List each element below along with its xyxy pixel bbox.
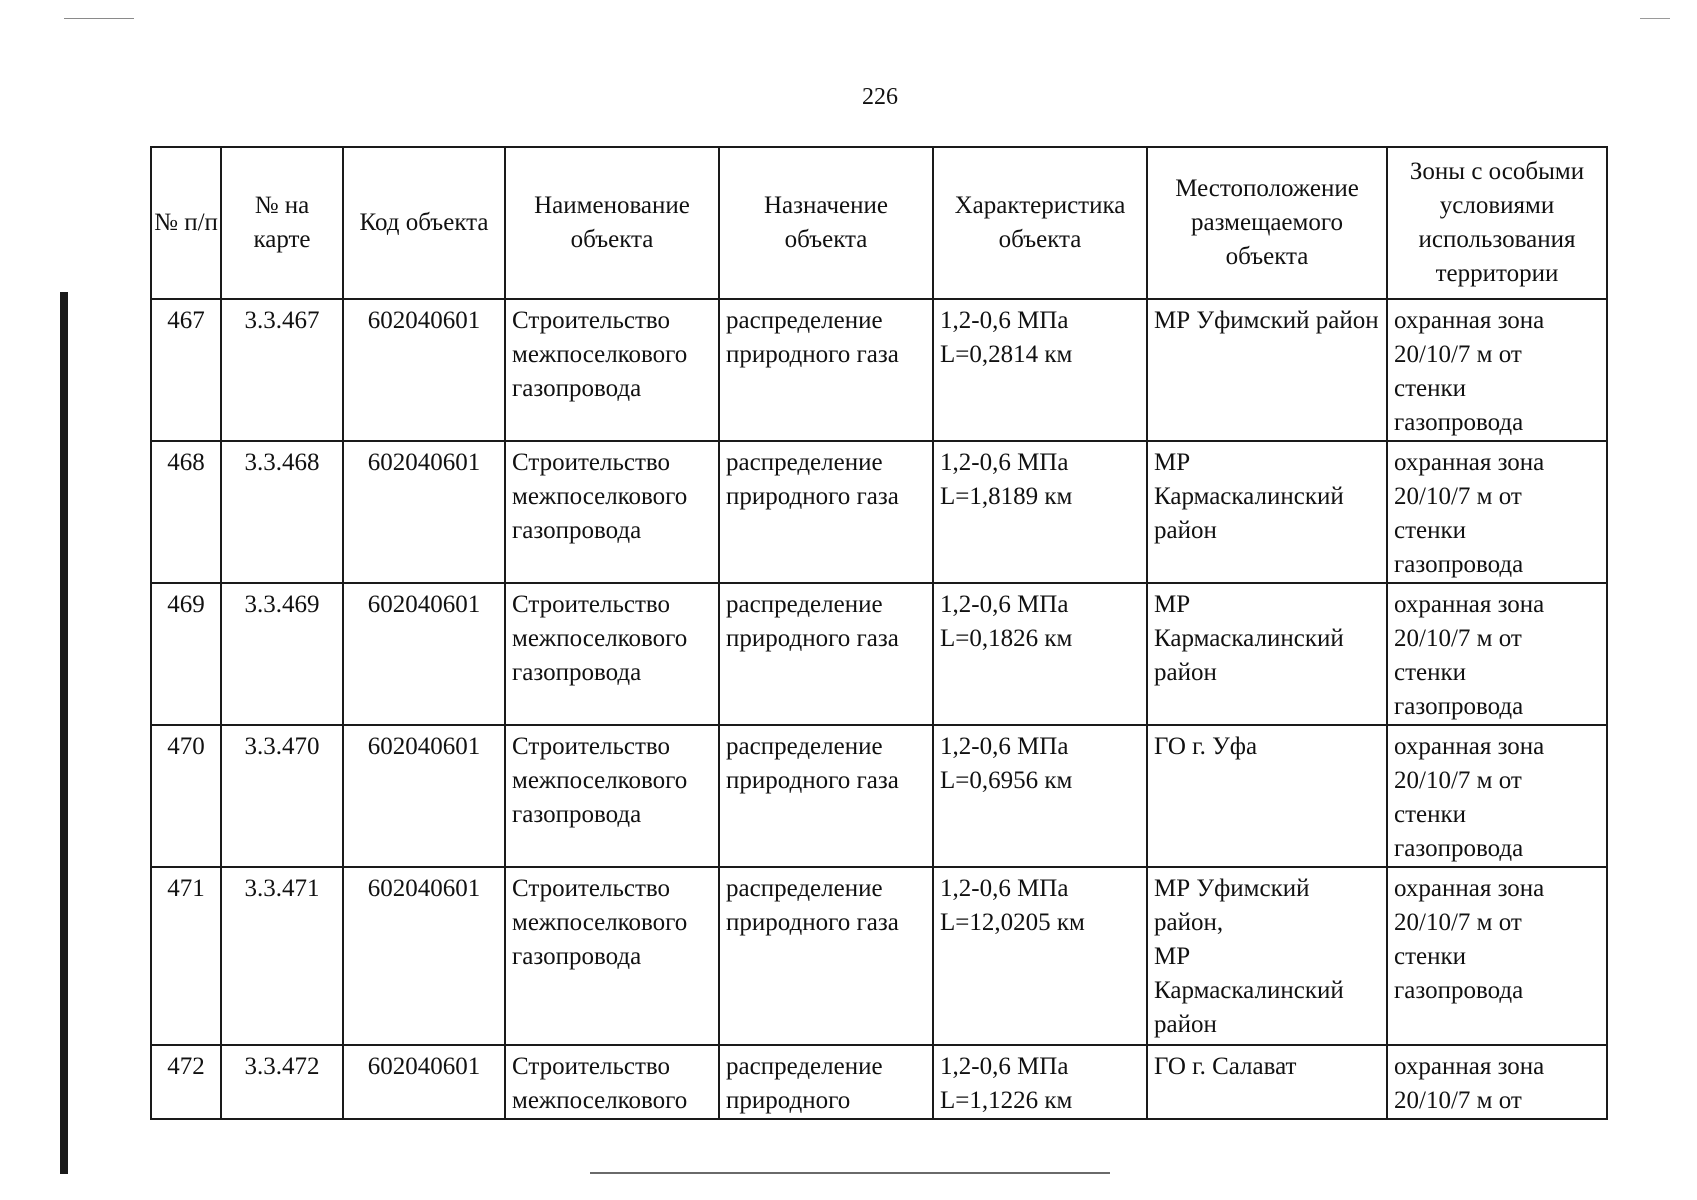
cell-object-name: Строительство межпоселкового газопровода (505, 867, 719, 1045)
cell-object-location: МР Уфимский район, МР Кармаскалинский район (1147, 867, 1387, 1045)
cell-num: 467 (151, 299, 221, 441)
cell-object-purpose: распределение природного газа (719, 299, 933, 441)
header-map-number: № на карте (221, 147, 343, 299)
cell-object-name: Строительство межпоселкового газопровода (505, 583, 719, 725)
header-object-name: Наименование объекта (505, 147, 719, 299)
cell-num: 470 (151, 725, 221, 867)
page-number: 226 (862, 84, 898, 110)
cell-object-characteristic: 1,2-0,6 МПа L=12,0205 км (933, 867, 1147, 1045)
header-special-zones: Зоны с особыми условиями использования территории (1387, 147, 1607, 299)
cell-object-name: Строительство межпоселкового газопровода (505, 725, 719, 867)
cell-map-number: 3.3.467 (221, 299, 343, 441)
cell-map-number: 3.3.472 (221, 1045, 343, 1119)
table-row (151, 725, 1607, 867)
cell-num: 472 (151, 1045, 221, 1119)
cell-special-zone: охранная зона 20/10/7 м от стенки газопровода (1387, 583, 1607, 725)
cell-num: 469 (151, 583, 221, 725)
cell-special-zone: охранная зона 20/10/7 м от стенки газопровода (1387, 441, 1607, 583)
scan-artifact-top-left (64, 18, 134, 19)
header-object-purpose: Назначение объекта (719, 147, 933, 299)
table-row (151, 441, 1607, 583)
cell-object-location: МР Уфимский район (1147, 299, 1387, 441)
cell-special-zone: охранная зона 20/10/7 м от стенки газопровода (1387, 299, 1607, 441)
cell-object-location: МР Кармаскалинский район (1147, 441, 1387, 583)
table-row (151, 1045, 1607, 1119)
header-num: № п/п (151, 147, 221, 299)
cell-num: 468 (151, 441, 221, 583)
binding-edge-bar (60, 292, 68, 1174)
cell-object-characteristic: 1,2-0,6 МПа L=1,1226 км (933, 1045, 1147, 1119)
cell-object-location: ГО г. Уфа (1147, 725, 1387, 867)
cell-num: 471 (151, 867, 221, 1045)
cell-map-number: 3.3.469 (221, 583, 343, 725)
cell-object-characteristic: 1,2-0,6 МПа L=1,8189 км (933, 441, 1147, 583)
cell-object-location: ГО г. Салават (1147, 1045, 1387, 1119)
cell-object-purpose: распределение природного газа (719, 867, 933, 1045)
table-row (151, 867, 1607, 1045)
table-row (151, 299, 1607, 441)
cell-object-purpose: распределение природного газа (719, 725, 933, 867)
cell-map-number: 3.3.471 (221, 867, 343, 1045)
cell-object-code: 602040601 (343, 299, 505, 441)
scan-artifact-bottom (590, 1172, 1110, 1174)
cell-object-characteristic: 1,2-0,6 МПа L=0,2814 км (933, 299, 1147, 441)
cell-object-purpose: распределение природного газа (719, 583, 933, 725)
cell-map-number: 3.3.468 (221, 441, 343, 583)
cell-object-purpose: распределение природного (719, 1045, 933, 1119)
cell-object-purpose: распределение природного газа (719, 441, 933, 583)
cell-special-zone: охранная зона 20/10/7 м от стенки газопровода (1387, 867, 1607, 1045)
cell-object-code: 602040601 (343, 1045, 505, 1119)
cell-object-name: Строительство межпоселкового газопровода (505, 441, 719, 583)
table-header-row (151, 147, 1607, 299)
header-object-location: Местоположение размещаемого объекта (1147, 147, 1387, 299)
header-object-characteristic: Характеристика объекта (933, 147, 1147, 299)
cell-special-zone: охранная зона 20/10/7 м от стенки газопровода (1387, 725, 1607, 867)
header-object-code: Код объекта (343, 147, 505, 299)
cell-object-code: 602040601 (343, 583, 505, 725)
table-row (151, 583, 1607, 725)
cell-object-characteristic: 1,2-0,6 МПа L=0,1826 км (933, 583, 1147, 725)
objects-table (150, 146, 1608, 1120)
cell-object-location: МР Кармаскалинский район (1147, 583, 1387, 725)
cell-object-code: 602040601 (343, 867, 505, 1045)
cell-object-name: Строительство межпоселкового (505, 1045, 719, 1119)
cell-object-code: 602040601 (343, 725, 505, 867)
cell-object-name: Строительство межпоселкового газопровода (505, 299, 719, 441)
cell-object-characteristic: 1,2-0,6 МПа L=0,6956 км (933, 725, 1147, 867)
cell-map-number: 3.3.470 (221, 725, 343, 867)
scan-artifact-top-right (1640, 18, 1670, 19)
cell-special-zone: охранная зона 20/10/7 м от (1387, 1045, 1607, 1119)
cell-object-code: 602040601 (343, 441, 505, 583)
